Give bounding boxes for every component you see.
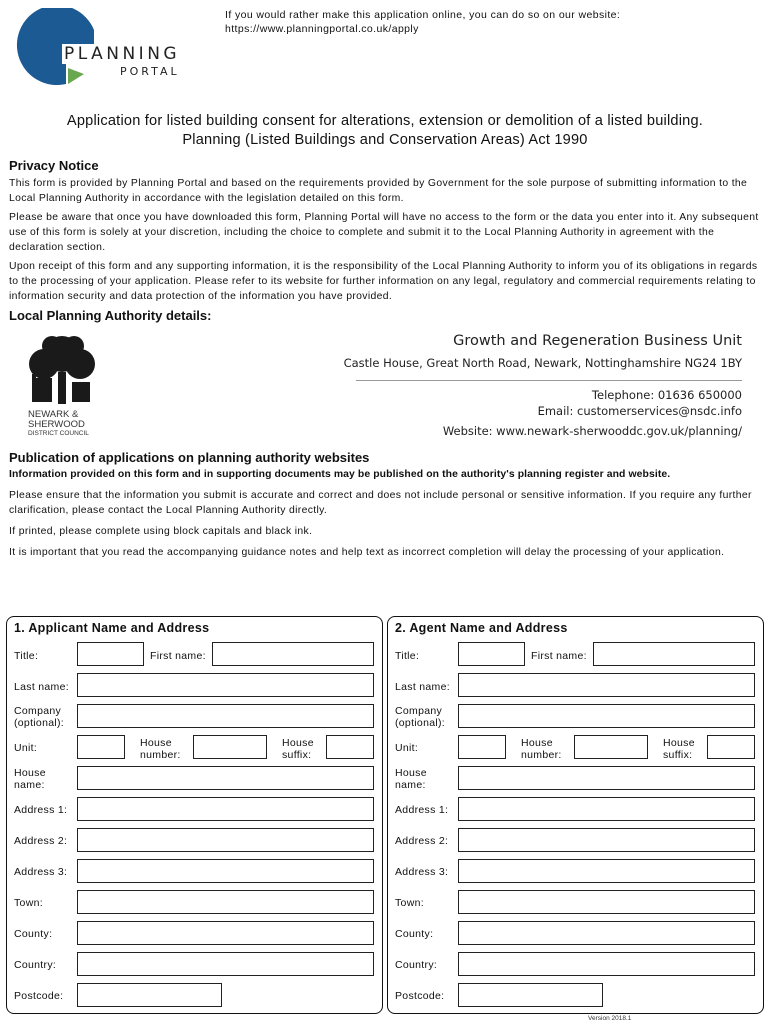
agent-first-name-label: First name: [531,650,587,662]
agent-title-field[interactable] [458,642,525,666]
privacy-paragraph-2: Please be aware that once you have downloaded this form, Planning Portal will have no access to the form or the data you enter into it. Any subsequent use of this form is solely at your discretion, including the choice to complete and submit it to the Local Planning Authority in agreement with the declaration section. [9,212,759,253]
applicant-title-field[interactable] [77,642,144,666]
applicant-house-number-field[interactable] [193,735,267,759]
logo-word-planning: PLANNING [64,44,181,64]
agent-house-number-label [521,737,562,761]
agent-house-suffix-label-line1: House [663,737,695,749]
agent-house-suffix-field[interactable] [707,735,755,759]
agent-address1-field[interactable] [458,797,755,821]
council-logo [22,332,102,440]
applicant-company-field[interactable] [77,704,374,728]
applicant-address2-label: Address 2: [14,835,68,847]
form-title [0,112,770,150]
agent-last-name-label: Last name: [395,681,450,693]
agent-house-number-label-line1: House [521,737,553,749]
council-logo-text [28,410,89,438]
applicant-house-number-label [140,737,181,761]
applicant-heading: 1. Applicant Name and Address [14,621,210,635]
agent-address3-field[interactable] [458,859,755,883]
oak-tree-icon [22,332,102,406]
applicant-house-number-label-line2: number: [140,749,181,761]
agent-title-label: Title: [395,650,420,662]
applicant-town-label: Town: [14,897,43,909]
applicant-postcode-label: Postcode: [14,990,64,1002]
agent-town-label: Town: [395,897,424,909]
applicant-house-name-label-line1: House [14,767,46,779]
applicant-county-field[interactable] [77,921,374,945]
logo-word-portal: PORTAL [120,65,180,78]
applicant-unit-field[interactable] [77,735,125,759]
lpa-heading: Local Planning Authority details: [9,308,212,323]
applicant-unit-label: Unit: [14,742,38,754]
applicant-address1-label: Address 1: [14,804,68,816]
agent-company-label-line1: Company [395,705,443,717]
publication-paragraph-2: If printed, please complete using block capitals and black ink. [9,526,313,537]
agent-address3-label: Address 3: [395,866,449,878]
publication-heading: Publication of applications on planning authority websites [9,450,370,465]
publication-paragraph-3: It is important that you read the accompanying guidance notes and help text as incorrect completion will delay the processing of your application. [9,547,725,558]
applicant-address2-field[interactable] [77,828,374,852]
agent-company-field[interactable] [458,704,755,728]
publication-bold-notice: Information provided on this form and in supporting documents may be published on the authority's planning register and website. [9,469,671,480]
council-logo-line3: DISTRICT COUNCIL [28,430,89,437]
applicant-town-field[interactable] [77,890,374,914]
agent-house-name-label [395,767,427,791]
publication-section [9,450,761,560]
lpa-email[interactable]: Email: customerservices@nsdc.info [537,404,742,418]
applicant-country-label: Country: [14,959,57,971]
planning-portal-logo [8,8,198,88]
applicant-company-label-line2: (optional): [14,717,64,729]
agent-address2-label: Address 2: [395,835,449,847]
privacy-notice [9,158,761,304]
agent-country-label: Country: [395,959,438,971]
agent-house-suffix-label-line2: suffix: [663,749,693,761]
agent-panel [387,616,764,1014]
applicant-last-name-field[interactable] [77,673,374,697]
applicant-house-suffix-field[interactable] [326,735,374,759]
applicant-postcode-field[interactable] [77,983,222,1007]
applicant-company-label-line1: Company [14,705,62,717]
privacy-paragraph-1: This form is provided by Planning Portal and based on the requirements provided by Government for the sole purpose of submitting information to the Local Planning Authority in accordance with the legislation detailed on this form. [9,178,748,204]
form-title-line1: Application for listed building consent for alterations, extension or demolition of a listed building. [66,113,704,129]
agent-house-name-label-line1: House [395,767,427,779]
applicant-company-label [14,705,64,729]
agent-postcode-field[interactable] [458,983,603,1007]
agent-county-field[interactable] [458,921,755,945]
agent-house-suffix-label [663,737,695,761]
applicant-house-name-label-line2: name: [14,779,45,791]
applicant-address3-field[interactable] [77,859,374,883]
applicant-address3-label: Address 3: [14,866,68,878]
council-logo-line1: NEWARK & [28,409,79,420]
applicant-house-name-label [14,767,46,791]
form-title-line2: Planning (Listed Buildings and Conservation Areas) Act 1990 [182,132,588,148]
agent-address2-field[interactable] [458,828,755,852]
agent-postcode-label: Postcode: [395,990,445,1002]
publication-paragraph-1: Please ensure that the information you submit is accurate and correct and does not include personal or sensitive information. If you require any further clarification, please contact the Local Planning Authority directly. [9,490,752,516]
agent-first-name-field[interactable] [593,642,755,666]
lpa-website[interactable]: Website: www.newark-sherwooddc.gov.uk/planning/ [442,424,742,438]
agent-town-field[interactable] [458,890,755,914]
online-notice-line: If you would rather make this application online, you can do so on our website: [225,9,621,21]
agent-country-field[interactable] [458,952,755,976]
applicant-house-number-label-line1: House [140,737,172,749]
applicant-first-name-field[interactable] [212,642,374,666]
applicant-house-suffix-label-line1: House [282,737,314,749]
lpa-unit: Growth and Regeneration Business Unit [453,333,742,349]
agent-county-label: County: [395,928,434,940]
privacy-heading: Privacy Notice [9,158,99,173]
online-notice-url[interactable]: https://www.planningportal.co.uk/apply [225,23,419,35]
agent-unit-field[interactable] [458,735,506,759]
agent-house-name-field[interactable] [458,766,755,790]
agent-company-label-line2: (optional): [395,717,445,729]
agent-company-label [395,705,445,729]
applicant-country-field[interactable] [77,952,374,976]
agent-house-number-field[interactable] [574,735,648,759]
applicant-title-label: Title: [14,650,39,662]
lpa-divider [356,380,742,381]
applicant-panel [6,616,383,1014]
agent-unit-label: Unit: [395,742,419,754]
agent-house-number-label-line2: number: [521,749,562,761]
applicant-address1-field[interactable] [77,797,374,821]
lpa-address: Castle House, Great North Road, Newark, Nottinghamshire NG24 1BY [343,356,742,370]
agent-house-name-label-line2: name: [395,779,426,791]
agent-last-name-field[interactable] [458,673,755,697]
agent-heading: 2. Agent Name and Address [395,621,568,635]
applicant-house-name-field[interactable] [77,766,374,790]
council-logo-line2: SHERWOOD [28,419,85,430]
version-label: Version 2018.1 [588,1015,632,1022]
applicant-county-label: County: [14,928,53,940]
applicant-last-name-label: Last name: [14,681,69,693]
lpa-telephone: Telephone: 01636 650000 [591,388,742,402]
privacy-paragraph-3: Upon receipt of this form and any supporting information, it is the responsibility of the Local Planning Authority to inform you of its obligations in regards to the processing of your application. Please refer to its website for further information on any legal, regulatory and commercial requirements relating to information security and data protection of the information you have provided. [9,261,758,302]
applicant-first-name-label: First name: [150,650,206,662]
agent-address1-label: Address 1: [395,804,449,816]
applicant-house-suffix-label-line2: suffix: [282,749,312,761]
applicant-house-suffix-label [282,737,314,761]
